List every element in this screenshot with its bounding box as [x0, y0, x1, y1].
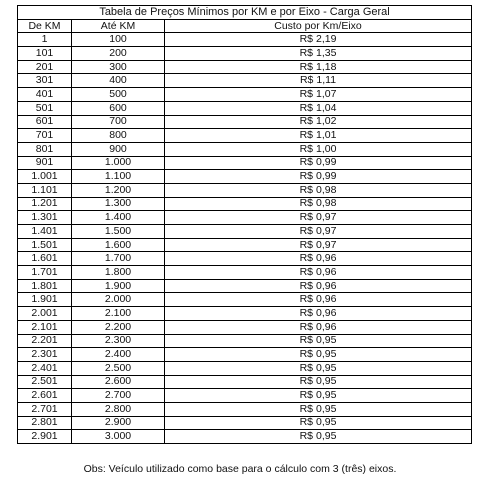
cost-value: 0,99 — [316, 156, 337, 169]
cell-cost — [165, 238, 472, 252]
table-row — [18, 361, 472, 375]
cell-to-km: 2.400 — [72, 348, 165, 362]
cell-cost — [165, 142, 472, 156]
cell-to-km: 2.200 — [72, 320, 165, 334]
cell-to-km: 1.000 — [72, 156, 165, 170]
cell-to-km: 2.500 — [72, 361, 165, 375]
table-row — [18, 334, 472, 348]
cell-from-km: 2.901 — [18, 430, 72, 444]
cell-to-km: 100 — [72, 33, 165, 47]
header-to-km: Até KM — [72, 19, 165, 33]
cost-value: 0,95 — [316, 348, 337, 361]
cost-value: 1,01 — [316, 129, 337, 142]
cell-from-km: 901 — [18, 156, 72, 170]
cell-from-km: 1.101 — [18, 183, 72, 197]
header-cost-per-km-axle: Custo por Km/Eixo — [165, 19, 472, 33]
currency-symbol: R$ — [299, 320, 314, 333]
cell-cost — [165, 361, 472, 375]
cell-to-km: 1.400 — [72, 211, 165, 225]
cell-to-km: 1.500 — [72, 225, 165, 239]
cell-from-km: 1.601 — [18, 252, 72, 266]
cell-to-km: 700 — [72, 115, 165, 129]
currency-symbol: R$ — [299, 33, 314, 46]
cell-cost — [165, 74, 472, 88]
table-row — [18, 279, 472, 293]
currency-symbol: R$ — [299, 293, 314, 306]
cell-to-km: 800 — [72, 129, 165, 143]
cell-to-km: 2.600 — [72, 375, 165, 389]
table-row — [18, 389, 472, 403]
cost-value: 0,96 — [316, 252, 337, 265]
table-row — [18, 252, 472, 266]
cell-to-km: 3.000 — [72, 430, 165, 444]
cell-from-km: 2.401 — [18, 361, 72, 375]
table-title: Tabela de Preços Mínimos por KM e por Eixo - Carga Geral — [18, 6, 472, 20]
currency-symbol: R$ — [299, 416, 314, 429]
currency-symbol: R$ — [299, 60, 314, 73]
cell-to-km: 500 — [72, 88, 165, 102]
cost-value: 1,07 — [316, 87, 337, 100]
cell-cost — [165, 211, 472, 225]
cost-value: 0,95 — [316, 389, 337, 402]
cell-to-km: 1.700 — [72, 252, 165, 266]
currency-symbol: R$ — [299, 224, 314, 237]
table-row — [18, 142, 472, 156]
cell-cost — [165, 402, 472, 416]
cost-value: 0,96 — [316, 293, 337, 306]
cell-cost — [165, 266, 472, 280]
currency-symbol: R$ — [299, 389, 314, 402]
table-row — [18, 348, 472, 362]
cell-cost — [165, 252, 472, 266]
cell-to-km: 2.700 — [72, 389, 165, 403]
cell-from-km: 2.001 — [18, 307, 72, 321]
cell-from-km: 2.501 — [18, 375, 72, 389]
table-row — [18, 307, 472, 321]
cost-value: 0,95 — [316, 334, 337, 347]
currency-symbol: R$ — [299, 129, 314, 142]
price-table-sheet — [17, 5, 471, 444]
table-row — [18, 293, 472, 307]
table-row — [18, 183, 472, 197]
currency-symbol: R$ — [299, 279, 314, 292]
cost-value: 0,96 — [316, 265, 337, 278]
cost-value: 0,96 — [316, 306, 337, 319]
cell-cost — [165, 101, 472, 115]
cell-cost — [165, 156, 472, 170]
cell-from-km: 801 — [18, 142, 72, 156]
table-row — [18, 402, 472, 416]
cell-cost — [165, 115, 472, 129]
cell-to-km: 300 — [72, 60, 165, 74]
cell-from-km: 401 — [18, 88, 72, 102]
currency-symbol: R$ — [299, 348, 314, 361]
cell-from-km: 2.601 — [18, 389, 72, 403]
cell-from-km: 701 — [18, 129, 72, 143]
cell-to-km: 900 — [72, 142, 165, 156]
cell-cost — [165, 279, 472, 293]
currency-symbol: R$ — [299, 170, 314, 183]
cell-to-km: 600 — [72, 101, 165, 115]
table-row — [18, 266, 472, 280]
cell-to-km: 2.900 — [72, 416, 165, 430]
table-body — [18, 33, 472, 444]
table-title-row — [18, 6, 472, 20]
table-row — [18, 375, 472, 389]
cell-to-km: 1.300 — [72, 197, 165, 211]
cell-to-km: 200 — [72, 47, 165, 61]
currency-symbol: R$ — [299, 115, 314, 128]
cell-from-km: 2.301 — [18, 348, 72, 362]
cell-from-km: 1.701 — [18, 266, 72, 280]
table-row — [18, 101, 472, 115]
cell-to-km: 400 — [72, 74, 165, 88]
cell-to-km: 2.800 — [72, 402, 165, 416]
cell-from-km: 1.401 — [18, 225, 72, 239]
currency-symbol: R$ — [299, 252, 314, 265]
currency-symbol: R$ — [299, 211, 314, 224]
currency-symbol: R$ — [299, 238, 314, 251]
cell-cost — [165, 348, 472, 362]
cell-to-km: 1.600 — [72, 238, 165, 252]
cell-from-km: 1.301 — [18, 211, 72, 225]
header-from-km: De KM — [18, 19, 72, 33]
cell-from-km: 201 — [18, 60, 72, 74]
cost-value: 0,95 — [316, 402, 337, 415]
cell-from-km: 1.201 — [18, 197, 72, 211]
table-row — [18, 88, 472, 102]
cost-value: 0,95 — [316, 416, 337, 429]
cell-from-km: 2.801 — [18, 416, 72, 430]
cost-value: 0,95 — [316, 361, 337, 374]
currency-symbol: R$ — [299, 306, 314, 319]
price-table — [17, 5, 472, 444]
cell-cost — [165, 60, 472, 74]
table-row — [18, 170, 472, 184]
cost-value: 0,99 — [316, 170, 337, 183]
cell-to-km: 1.200 — [72, 183, 165, 197]
cell-to-km: 1.100 — [72, 170, 165, 184]
cell-cost — [165, 170, 472, 184]
cell-cost — [165, 430, 472, 444]
cost-value: 0,98 — [316, 183, 337, 196]
currency-symbol: R$ — [299, 402, 314, 415]
currency-symbol: R$ — [299, 87, 314, 100]
cell-cost — [165, 334, 472, 348]
table-row — [18, 115, 472, 129]
cell-cost — [165, 416, 472, 430]
cost-value: 0,97 — [316, 238, 337, 251]
cost-value: 0,98 — [316, 197, 337, 210]
cost-value: 1,00 — [316, 142, 337, 155]
cell-from-km: 301 — [18, 74, 72, 88]
cost-value: 1,04 — [316, 101, 337, 114]
table-row — [18, 416, 472, 430]
table-row — [18, 60, 472, 74]
cell-to-km: 2.300 — [72, 334, 165, 348]
cell-from-km: 2.201 — [18, 334, 72, 348]
currency-symbol: R$ — [299, 430, 314, 443]
table-row — [18, 430, 472, 444]
cell-cost — [165, 88, 472, 102]
cell-from-km: 101 — [18, 47, 72, 61]
table-header-row — [18, 19, 472, 33]
cell-from-km: 601 — [18, 115, 72, 129]
table-row — [18, 225, 472, 239]
currency-symbol: R$ — [299, 46, 314, 59]
currency-symbol: R$ — [299, 334, 314, 347]
table-row — [18, 197, 472, 211]
cost-value: 2,19 — [316, 33, 337, 46]
cell-to-km: 1.800 — [72, 266, 165, 280]
currency-symbol: R$ — [299, 361, 314, 374]
cell-from-km: 2.101 — [18, 320, 72, 334]
cell-from-km: 1 — [18, 33, 72, 47]
cell-from-km: 1.901 — [18, 293, 72, 307]
table-row — [18, 33, 472, 47]
cost-value: 0,95 — [316, 430, 337, 443]
cell-from-km: 1.801 — [18, 279, 72, 293]
cell-cost — [165, 375, 472, 389]
cost-value: 0,97 — [316, 211, 337, 224]
table-row — [18, 238, 472, 252]
cell-cost — [165, 129, 472, 143]
cell-cost — [165, 293, 472, 307]
cost-value: 0,96 — [316, 279, 337, 292]
cell-cost — [165, 307, 472, 321]
cost-value: 0,95 — [316, 375, 337, 388]
table-row — [18, 129, 472, 143]
cost-value: 1,18 — [316, 60, 337, 73]
currency-symbol: R$ — [299, 74, 314, 87]
table-row — [18, 320, 472, 334]
table-row — [18, 47, 472, 61]
cost-value: 1,02 — [316, 115, 337, 128]
cell-cost — [165, 197, 472, 211]
currency-symbol: R$ — [299, 375, 314, 388]
cell-cost — [165, 33, 472, 47]
cell-cost — [165, 389, 472, 403]
currency-symbol: R$ — [299, 197, 314, 210]
cost-value: 1,11 — [316, 74, 337, 87]
cell-cost — [165, 225, 472, 239]
cell-cost — [165, 183, 472, 197]
cost-value: 0,96 — [316, 320, 337, 333]
cell-cost — [165, 320, 472, 334]
cell-cost — [165, 47, 472, 61]
cell-from-km: 501 — [18, 101, 72, 115]
cell-to-km: 1.900 — [72, 279, 165, 293]
table-row — [18, 156, 472, 170]
cell-from-km: 2.701 — [18, 402, 72, 416]
table-row — [18, 211, 472, 225]
currency-symbol: R$ — [299, 265, 314, 278]
cell-to-km: 2.100 — [72, 307, 165, 321]
currency-symbol: R$ — [299, 101, 314, 114]
footnote: Obs: Veículo utilizado como base para o cálculo com 3 (três) eixos. — [83, 463, 397, 475]
cell-from-km: 1.501 — [18, 238, 72, 252]
currency-symbol: R$ — [299, 142, 314, 155]
table-row — [18, 74, 472, 88]
cost-value: 0,97 — [316, 224, 337, 237]
cell-from-km: 1.001 — [18, 170, 72, 184]
currency-symbol: R$ — [299, 183, 314, 196]
cell-to-km: 2.000 — [72, 293, 165, 307]
cost-value: 1,35 — [316, 46, 337, 59]
currency-symbol: R$ — [299, 156, 314, 169]
